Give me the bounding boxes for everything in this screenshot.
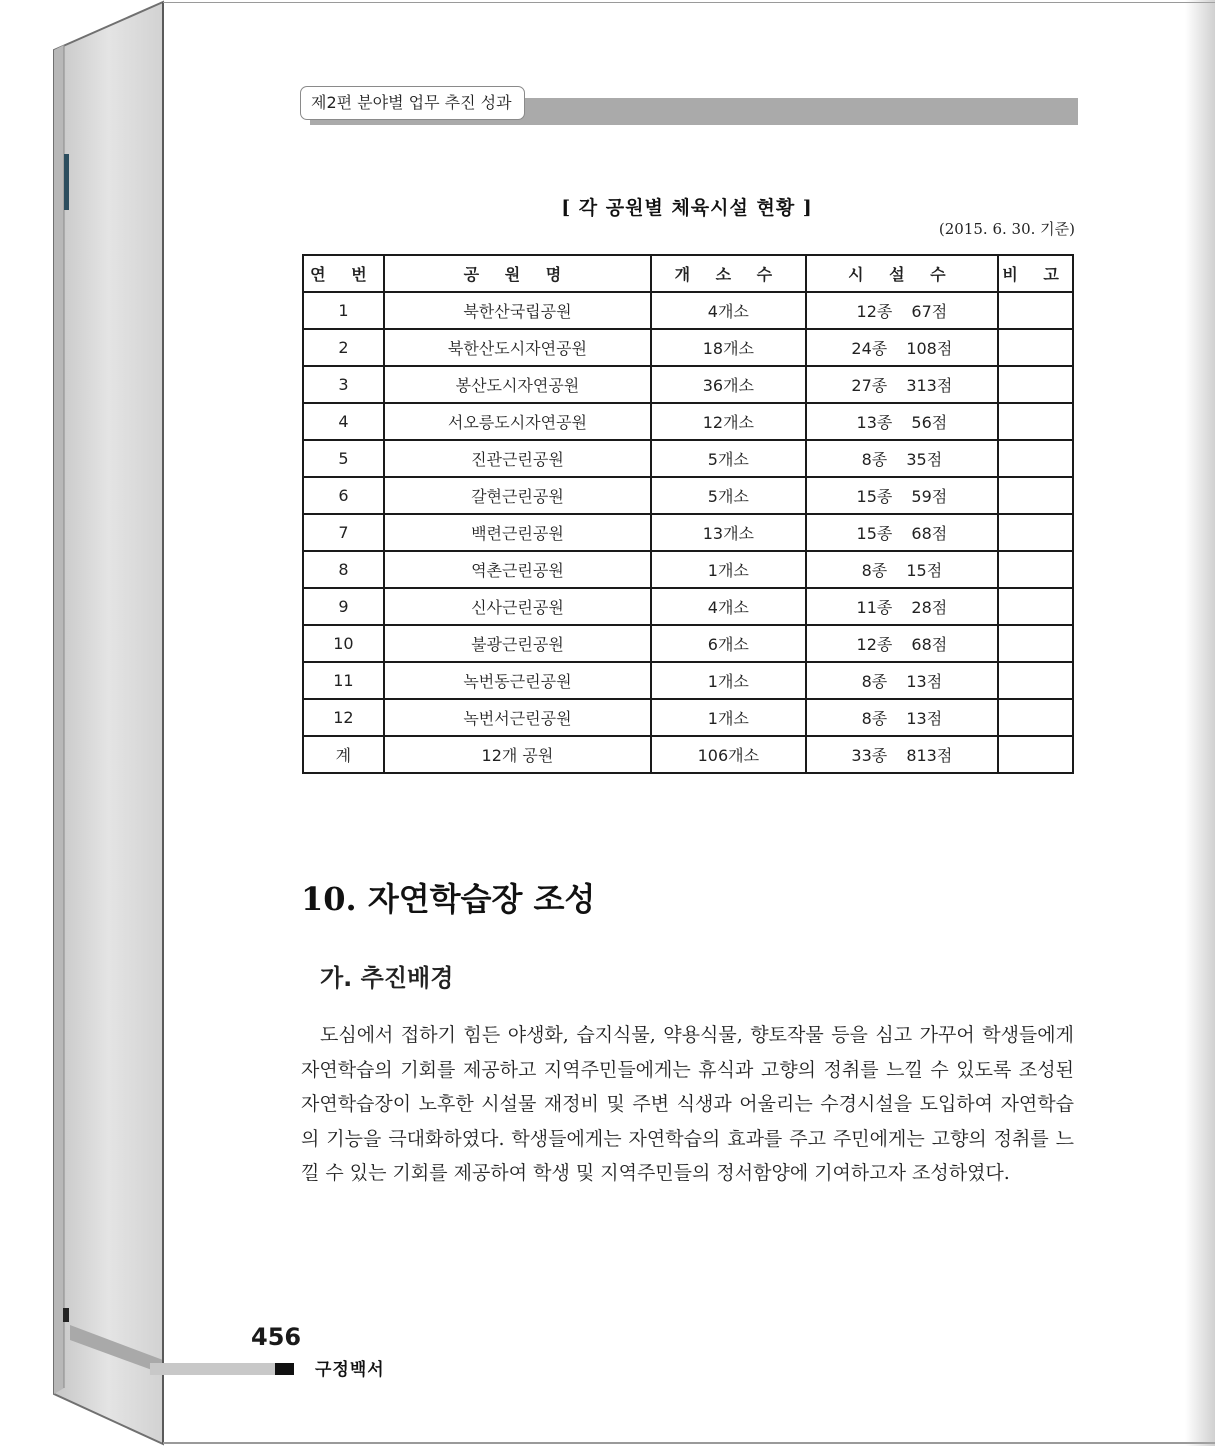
footer-block bbox=[275, 1363, 294, 1375]
body-paragraph: 도심에서 접하기 힘든 야생화, 습지식물, 약용식물, 향토작물 등을 심고 가꾸어 학생들에게 자연학습의 기회를 제공하고 지역주민들에게는 휴식과 고향의 정취를 느낄 수 있도록 조성된 자연학습장이 노후한 시설물 재정비 및 주변 식생과 어울리는 수경시설을 도입하여 자연학습의 기능을 극대화하였다. 학생들에게는 자연학습의 효과를 주고 주민에게는 고향의 정취를 느낄 수 있는 기회를 제공하여 학생 및 지역주민들의 정서함양에 기여하고자 조성하였다. bbox=[301, 1024, 1074, 1184]
cell-locations: 4개소 bbox=[651, 292, 806, 329]
cell-remarks bbox=[998, 699, 1073, 736]
cell-park-name: 진관근린공원 bbox=[384, 440, 651, 477]
cell-remarks bbox=[998, 440, 1073, 477]
cell-facilities: 8종 13점 bbox=[806, 662, 998, 699]
cell-facilities: 8종 15점 bbox=[806, 551, 998, 588]
header-park-name: 공 원 명 bbox=[384, 255, 651, 292]
cell-park-name: 갈현근린공원 bbox=[384, 477, 651, 514]
cell-facilities: 33종 813점 bbox=[806, 736, 998, 773]
cell-remarks bbox=[998, 736, 1073, 773]
page-number: 456 bbox=[251, 1323, 302, 1351]
cell-park-name: 서오릉도시자연공원 bbox=[384, 403, 651, 440]
cell-locations: 18개소 bbox=[651, 329, 806, 366]
cell-number: 5 bbox=[303, 440, 384, 477]
table-row bbox=[303, 292, 1073, 329]
table-row bbox=[303, 366, 1073, 403]
cell-park-name: 북한산도시자연공원 bbox=[384, 329, 651, 366]
table-header-row bbox=[303, 255, 1073, 292]
table-row bbox=[303, 551, 1073, 588]
table-row bbox=[303, 477, 1073, 514]
cell-locations: 5개소 bbox=[651, 440, 806, 477]
running-header-label: 제2편 분야별 업무 추진 성과 bbox=[300, 86, 525, 120]
table-caption: [ 각 공원별 체육시설 현황 ] bbox=[561, 197, 813, 219]
cell-facilities: 12종 67점 bbox=[806, 292, 998, 329]
table-row bbox=[303, 403, 1073, 440]
cell-locations: 13개소 bbox=[651, 514, 806, 551]
cell-remarks bbox=[998, 329, 1073, 366]
cell-locations: 1개소 bbox=[651, 662, 806, 699]
subsection-title: 가. 추진배경 bbox=[320, 964, 454, 992]
book-title: 구정백서 bbox=[315, 1360, 385, 1380]
cell-number: 12 bbox=[303, 699, 384, 736]
cell-remarks bbox=[998, 514, 1073, 551]
cell-locations: 6개소 bbox=[651, 625, 806, 662]
cell-number: 1 bbox=[303, 292, 384, 329]
table-row bbox=[303, 329, 1073, 366]
cell-park-name: 봉산도시자연공원 bbox=[384, 366, 651, 403]
page-edge-bottom bbox=[163, 1442, 1215, 1444]
cell-park-name: 녹번서근린공원 bbox=[384, 699, 651, 736]
table-row bbox=[303, 514, 1073, 551]
cell-number: 3 bbox=[303, 366, 384, 403]
cell-number: 계 bbox=[303, 736, 384, 773]
cell-locations: 5개소 bbox=[651, 477, 806, 514]
cell-remarks bbox=[998, 662, 1073, 699]
table-row bbox=[303, 625, 1073, 662]
cell-locations: 12개소 bbox=[651, 403, 806, 440]
header-remarks: 비 고 bbox=[998, 255, 1073, 292]
cell-facilities: 24종 108점 bbox=[806, 329, 998, 366]
page-edge-top bbox=[163, 2, 1215, 3]
cell-facilities: 27종 313점 bbox=[806, 366, 998, 403]
book-spine bbox=[0, 0, 170, 1446]
cell-facilities: 8종 13점 bbox=[806, 699, 998, 736]
table-body bbox=[303, 292, 1073, 773]
cell-park-name: 12개 공원 bbox=[384, 736, 651, 773]
cell-park-name: 신사근린공원 bbox=[384, 588, 651, 625]
cell-remarks bbox=[998, 588, 1073, 625]
cell-facilities: 13종 56점 bbox=[806, 403, 998, 440]
cell-park-name: 북한산국립공원 bbox=[384, 292, 651, 329]
cell-facilities: 15종 59점 bbox=[806, 477, 998, 514]
table-row bbox=[303, 699, 1073, 736]
cell-locations: 1개소 bbox=[651, 551, 806, 588]
table-row bbox=[303, 736, 1073, 773]
table-date-note: (2015. 6. 30. 기준) bbox=[938, 220, 1075, 238]
cell-number: 9 bbox=[303, 588, 384, 625]
footer-bar bbox=[150, 1363, 275, 1375]
cell-facilities: 8종 35점 bbox=[806, 440, 998, 477]
cell-remarks bbox=[998, 292, 1073, 329]
cell-number: 8 bbox=[303, 551, 384, 588]
cell-remarks bbox=[998, 625, 1073, 662]
cell-park-name: 녹번동근린공원 bbox=[384, 662, 651, 699]
facility-table bbox=[302, 254, 1074, 774]
cell-number: 2 bbox=[303, 329, 384, 366]
table-row bbox=[303, 440, 1073, 477]
header-number: 연 번 bbox=[303, 255, 384, 292]
cell-locations: 4개소 bbox=[651, 588, 806, 625]
page-shadow bbox=[1185, 0, 1215, 1446]
table-row bbox=[303, 662, 1073, 699]
cell-locations: 106개소 bbox=[651, 736, 806, 773]
cell-remarks bbox=[998, 477, 1073, 514]
cell-number: 4 bbox=[303, 403, 384, 440]
header-facilities: 시 설 수 bbox=[806, 255, 998, 292]
cell-park-name: 백련근린공원 bbox=[384, 514, 651, 551]
cell-facilities: 11종 28점 bbox=[806, 588, 998, 625]
cell-remarks bbox=[998, 366, 1073, 403]
section-title: 10. 자연학습장 조성 bbox=[301, 880, 596, 918]
cell-number: 11 bbox=[303, 662, 384, 699]
header-locations: 개 소 수 bbox=[651, 255, 806, 292]
cell-facilities: 12종 68점 bbox=[806, 625, 998, 662]
cell-park-name: 불광근린공원 bbox=[384, 625, 651, 662]
cell-locations: 36개소 bbox=[651, 366, 806, 403]
running-header bbox=[300, 86, 1080, 128]
cell-number: 7 bbox=[303, 514, 384, 551]
table-row bbox=[303, 588, 1073, 625]
cell-number: 6 bbox=[303, 477, 384, 514]
cell-locations: 1개소 bbox=[651, 699, 806, 736]
cell-remarks bbox=[998, 551, 1073, 588]
cell-park-name: 역촌근린공원 bbox=[384, 551, 651, 588]
cell-number: 10 bbox=[303, 625, 384, 662]
cell-facilities: 15종 68점 bbox=[806, 514, 998, 551]
cell-remarks bbox=[998, 403, 1073, 440]
